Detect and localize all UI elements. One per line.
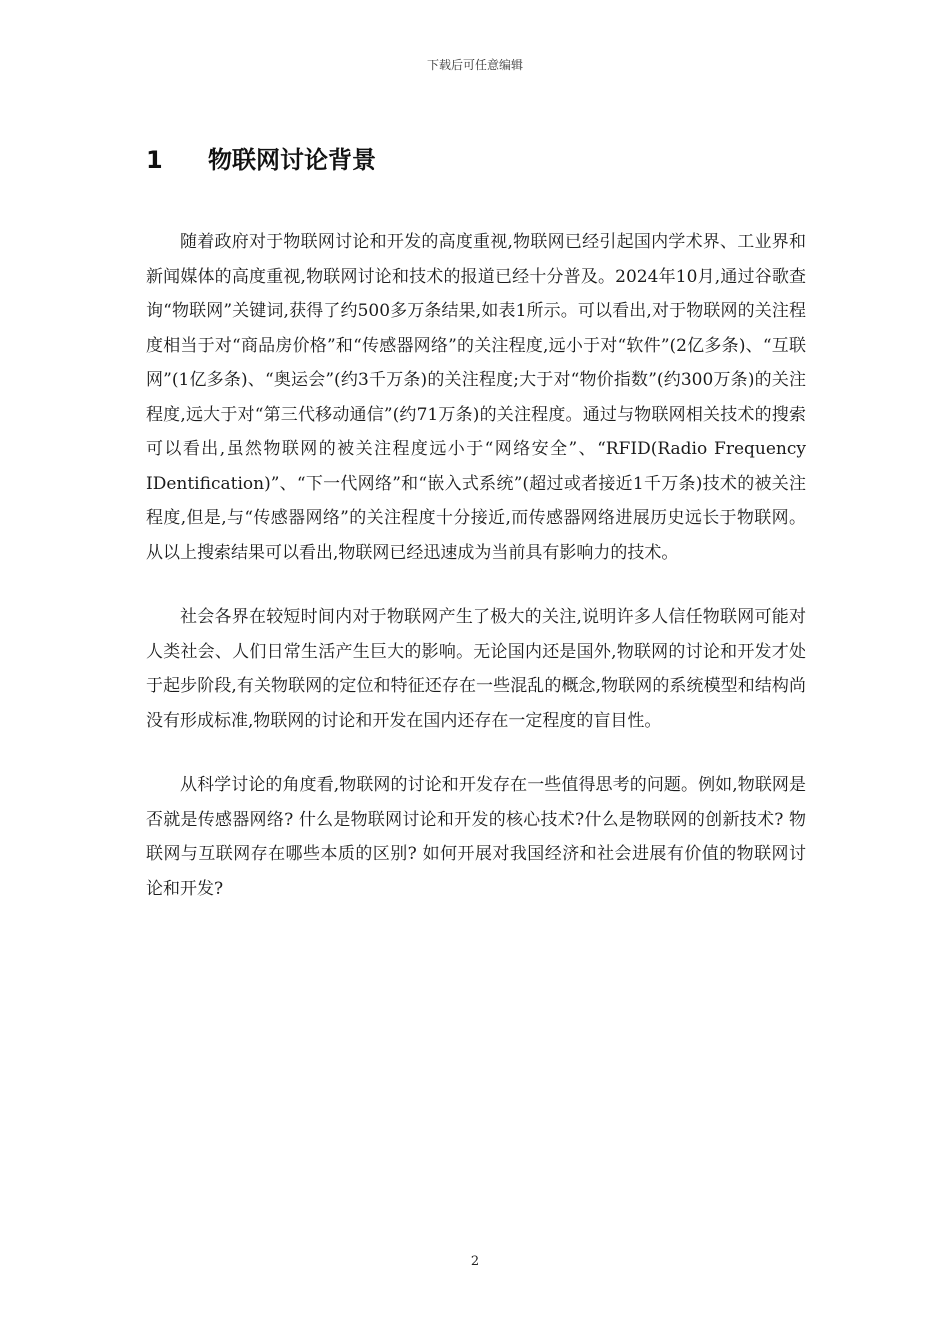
header-note: 下载后可任意编辑 bbox=[426, 58, 523, 72]
paragraph: 从科学讨论的角度看,物联网的讨论和开发存在一些值得思考的问题。例如,物联网是否就是传感器网络? 什么是物联网讨论和开发的核心技术?什么是物联网的创新技术? 物联网与互联网存在哪些本质的区别? 如何开展对我国经济和社会进展有价值的物联网讨论和开发? bbox=[146, 775, 806, 899]
paragraph: 随着政府对于物联网讨论和开发的高度重视,物联网已经引起国内学术界、工业界和新闻媒体的高度重视,物联网讨论和技术的报道已经十分普及。2024年10月,通过谷歌查询“物联网”关键词,获得了约500多万条结果,如表1所示。可以看出,对于物联网的关注程度相当于对“商品房价格”和“传感器网络”的关注程度,远小于对“软件”(2亿多条)、“互联网”(1亿多条)、“奥运会”(约3千万条)的关注程度;大于对“物价指数”(约300万条)的关注程度,远大于对“第三代移动通信”(约71万条)的关注程度。通过与物联网相关技术的搜索可以看出,虽然物联网的被关注程度远小于“网络安全”、“RFID(Radio Frequency IDentification)”、“下一代网络”和“嵌入式系统”(超过或者接近1千万条)技术的被关注程度,但是,与“传感器网络”的关注程度十分接近,而传感器网络进展历史远长于物联网。从以上搜索结果可以看出,物联网已经迅速成为当前具有影响力的技术。 bbox=[146, 232, 806, 563]
body-text bbox=[146, 225, 806, 936]
section-title: 物联网讨论背景 bbox=[208, 146, 376, 174]
section-heading bbox=[146, 140, 376, 175]
page-number: 2 bbox=[470, 1254, 480, 1269]
paragraph: 社会各界在较短时间内对于物联网产生了极大的关注,说明许多人信任物联网可能对人类社会、人们日常生活产生巨大的影响。无论国内还是国外,物联网的讨论和开发才处于起步阶段,有关物联网的定位和特征还存在一些混乱的概念,物联网的系统模型和结构尚没有形成标准,物联网的讨论和开发在国内还存在一定程度的盲目性。 bbox=[146, 607, 806, 731]
section-number: 1 bbox=[146, 146, 163, 174]
